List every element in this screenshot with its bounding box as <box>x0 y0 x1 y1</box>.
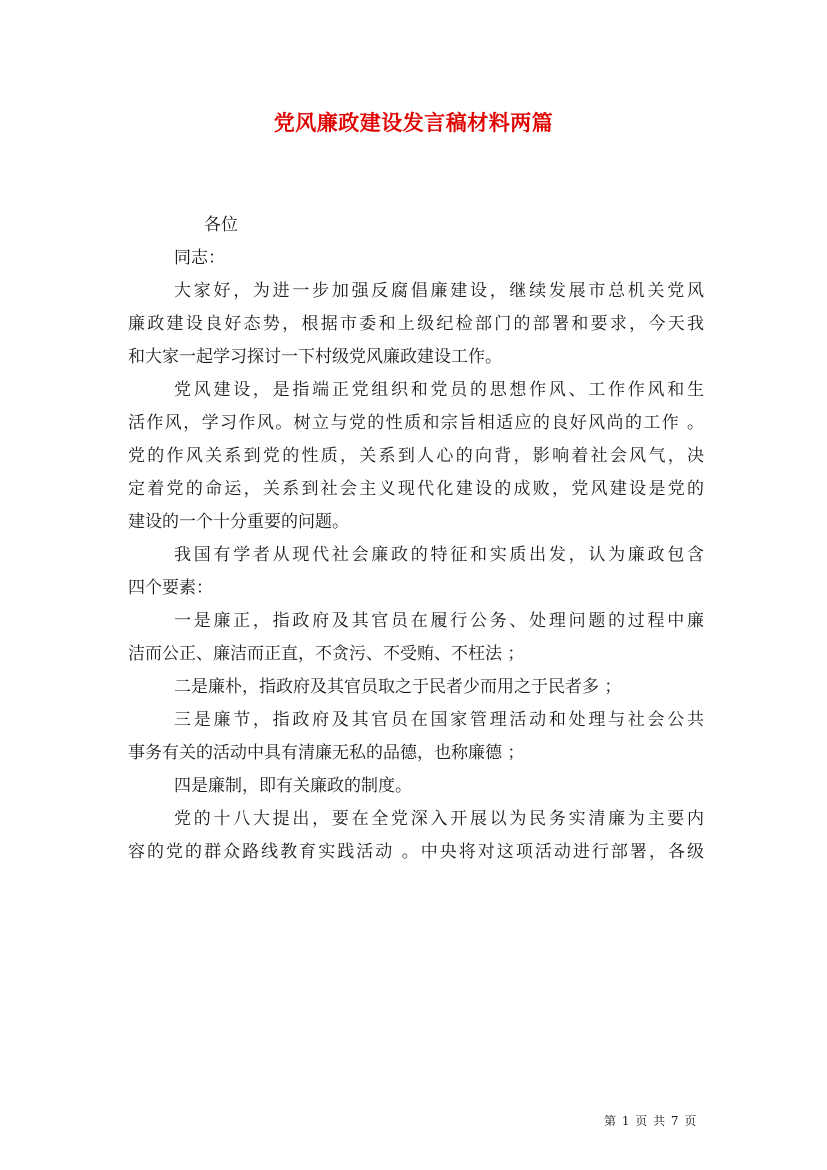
text-line: 党的十八大提出，要在全党深入开展以为民务实清廉为主要内 <box>174 809 704 829</box>
text-line: 四个要素： <box>128 578 213 598</box>
text-line: 事务有关的活动中具有清廉无私的品德，也称廉德 ； <box>128 743 525 763</box>
text-line: 建设的一个十分重要的问题。 <box>128 512 349 532</box>
page-number: 第 1 页 共 7 页 <box>604 1114 698 1128</box>
text-line: 二是廉朴，指政府及其官员取之于民者少而用之于民者多 ； <box>174 677 622 697</box>
text-line: 党风建设，是指端正党组织和党员的思想作风、工作作风和生 <box>174 380 704 400</box>
text-line: 我国有学者从现代社会廉政的特征和实质出发，认为廉政包含 <box>174 545 704 565</box>
text-line: 各位 <box>204 215 238 235</box>
document-body <box>128 214 704 874</box>
text-line: 容的党的群众路线教育实践活动 。中央将对这项活动进行部署，各级 <box>128 842 704 862</box>
text-line: 大家好，为进一步加强反腐倡廉建设，继续发展市总机关党风 <box>174 281 704 301</box>
text-line: 党的作风关系到党的性质，关系到人心的向背，影响着社会风气，决 <box>128 446 704 466</box>
text-line: 洁而公正、廉洁而正直，不贪污、不受贿、不枉法 ； <box>128 644 525 664</box>
text-line: 廉政建设良好态势，根据市委和上级纪检部门的部署和要求，今天我 <box>128 314 704 334</box>
text-line: 活作风，学习作风。树立与党的性质和宗旨相适应的良好风尚的工作 。 <box>128 413 704 433</box>
text-line: 同志： <box>174 248 225 268</box>
text-line: 一是廉正，指政府及其官员在履行公务、处理问题的过程中廉 <box>174 611 704 631</box>
text-line: 和大家一起学习探讨一下村级党风廉政建设工作。 <box>128 347 502 367</box>
text-line: 三是廉节，指政府及其官员在国家管理活动和处理与社会公共 <box>174 710 704 730</box>
text-line: 四是廉制，即有关廉政的制度。 <box>174 776 412 796</box>
text-line: 定着党的命运，关系到社会主义现代化建设的成败，党风建设是党的 <box>128 479 704 499</box>
document-title: 党风廉政建设发言稿材料两篇 <box>273 110 554 135</box>
